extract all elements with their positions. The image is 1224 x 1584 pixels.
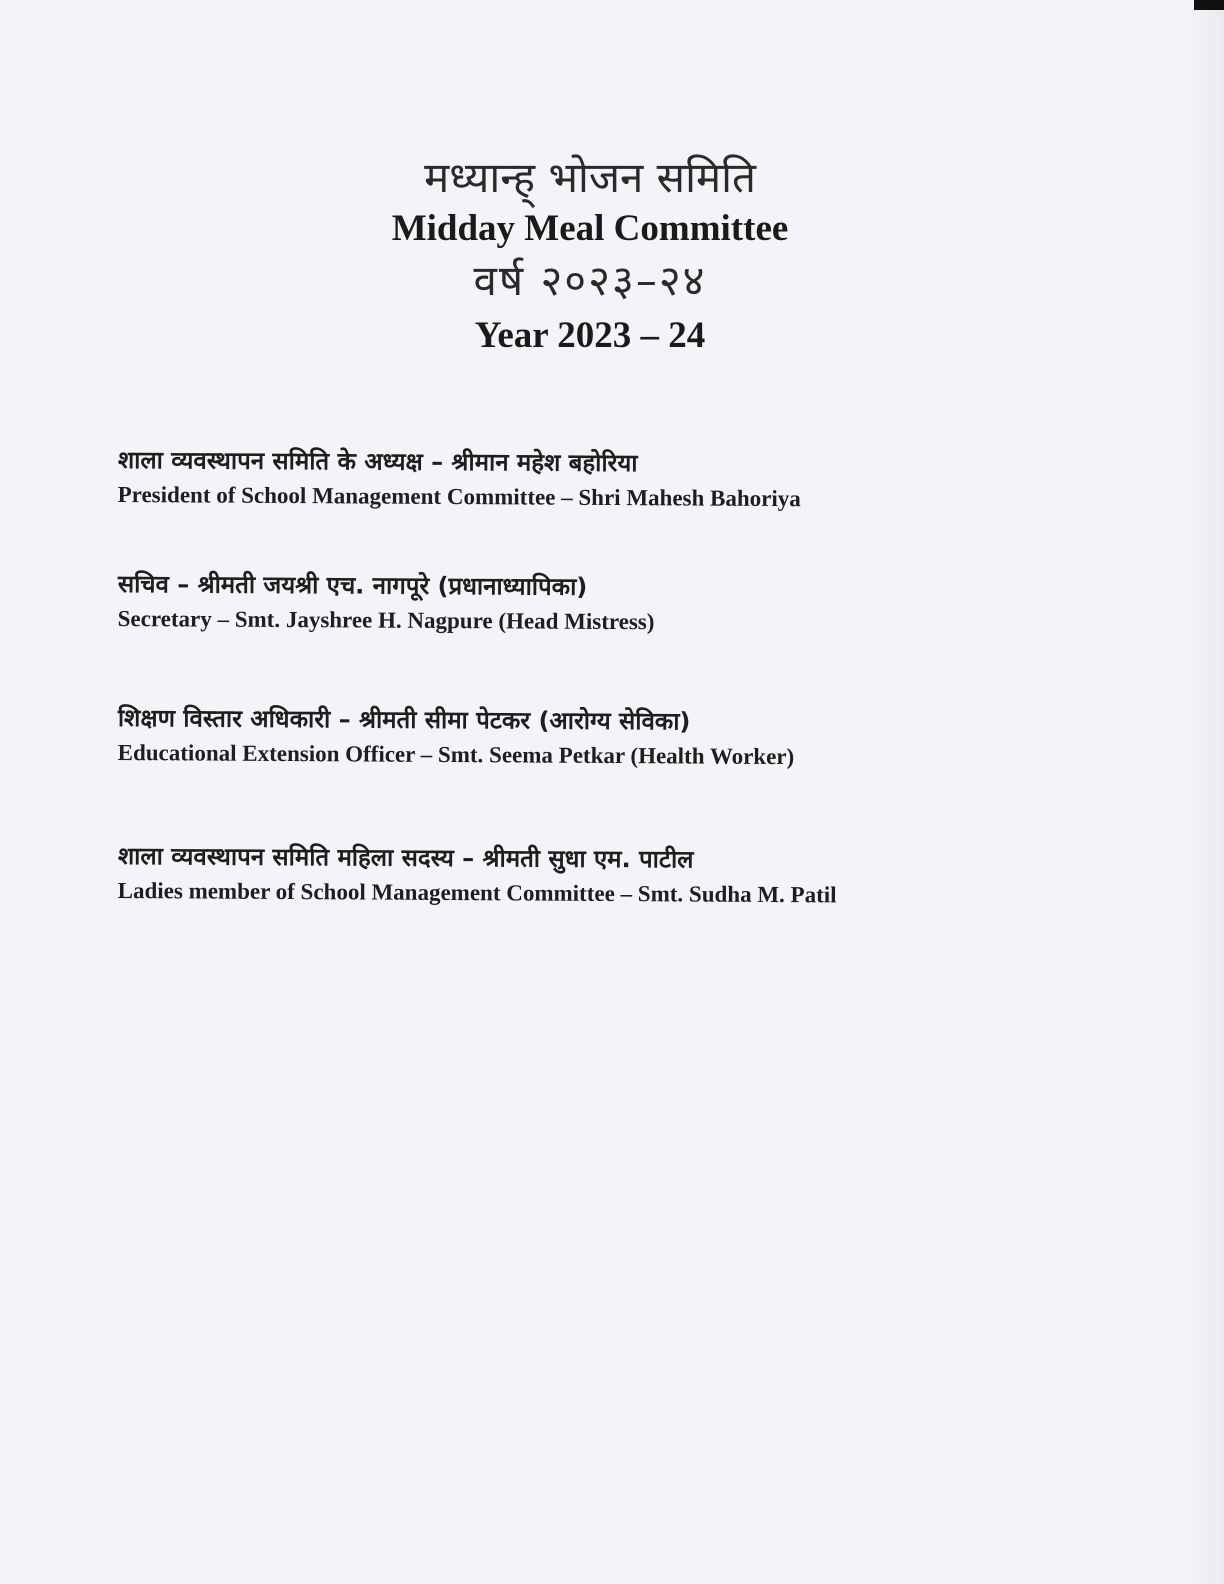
member-entry-president (118, 442, 998, 517)
title-english: Midday Meal Committee (391, 208, 789, 249)
member-hindi: शिक्षण विस्तार अधिकारी – श्रीमती सीमा पेटकर (आरोग्य सेविका) (117, 703, 691, 736)
member-english: Educational Extension Officer – Smt. Seema Petkar (Health Worker) (117, 739, 795, 770)
scan-corner-mark (1194, 0, 1224, 10)
member-hindi: शाला व्यवस्थापन समिति महिला सदस्य – श्रीमती सुधा एम. पाटील (117, 841, 694, 874)
page-edge-shadow (1190, 0, 1224, 1584)
member-english: Ladies member of School Management Committee – Smt. Sudha M. Patil (117, 877, 837, 908)
year-english: Year 2023 – 24 (474, 315, 706, 356)
member-entry-ladies-member (118, 838, 998, 913)
title-block (290, 150, 890, 362)
year-hindi: वर्ष २०२३–२४ (473, 256, 707, 305)
member-english: President of School Management Committee – Shri Mahesh Bahoriya (117, 481, 801, 512)
member-english: Secretary – Smt. Jayshree H. Nagpure (Head Mistress) (117, 605, 655, 635)
title-hindi: मध्यान्ह् भोजन समिति (424, 153, 756, 202)
member-hindi: शाला व्यवस्थापन समिति के अध्यक्ष – श्रीमान महेश बहोरिया (117, 445, 638, 478)
member-hindi: सचिव – श्रीमती जयश्री एच. नागपूरे (प्रधानाध्यापिका) (117, 569, 588, 601)
member-entry-secretary (118, 566, 998, 641)
member-entry-extension-officer (118, 700, 998, 775)
